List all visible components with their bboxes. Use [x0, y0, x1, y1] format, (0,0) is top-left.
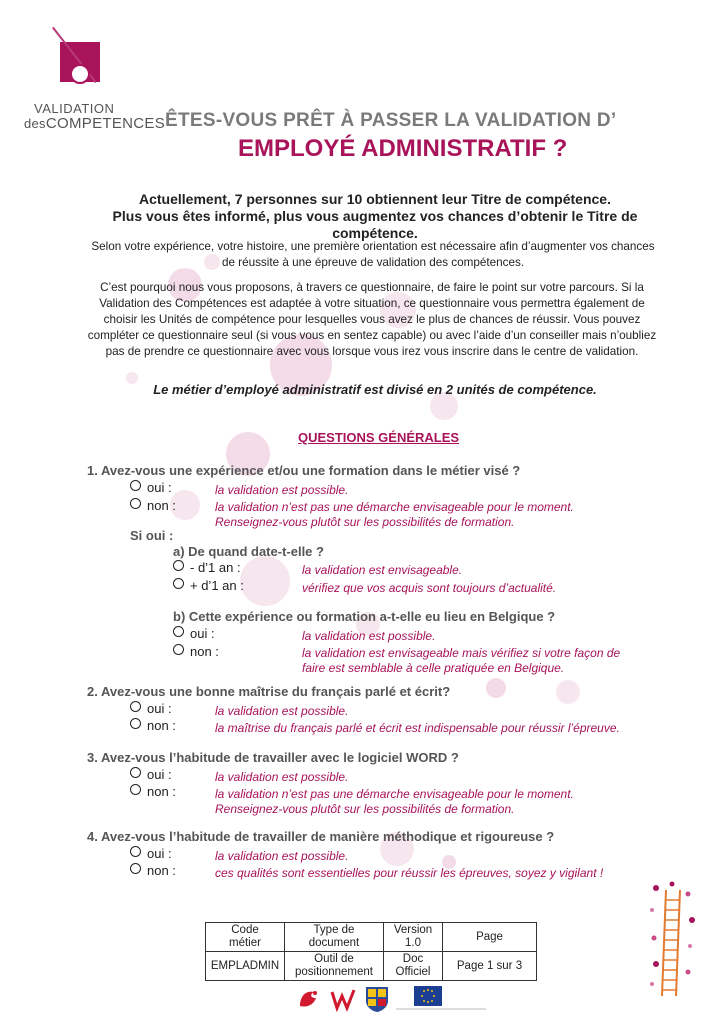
intro-paragraph-1: Selon votre expérience, votre histoire, une première orientation est nécessaire afin d’augmenter vos chances de réussite à une épreuve de validation des compétences. — [91, 240, 655, 269]
footer-cell: Outil de positionnement — [285, 952, 384, 981]
intro-paragraph-2: C’est pourquoi nous vous proposons, à travers ce questionnaire, de faire le point sur votre parcours. Si la Validation des Compétences est adaptée à votre situation, ce questionnaire vous permettra également de choisir les Unités de compétence pour lesquelles vous avez le plus de chances de réussir. Vous pouvez compléter ce questionnaire seul (si vous vous en sentez capable) ou avec l’aide d’un conseiller mais n’oubliez pas de prendre ce questionnaire avec vous lorsque vous irez vous inscrire dans le centre de validation. — [87, 281, 657, 358]
q1-non-option[interactable]: non : — [130, 498, 176, 513]
intro-lead-2: Plus vous êtes informé, plus vous augmentez vos chances d’obtenir le Titre de compétence. — [112, 208, 638, 241]
ladder-illustration-icon — [648, 880, 698, 1000]
q3-non-option[interactable]: non : — [130, 784, 176, 799]
q1b-text: b) Cette expérience ou formation a-t-elle eu lieu en Belgique ? — [173, 609, 556, 624]
question-4: 4. Avez-vous l’habitude de travailler de manière méthodique et rigoureuse ? — [87, 829, 555, 844]
q4-oui-option[interactable]: oui : — [130, 846, 172, 861]
wallonie-rooster-icon — [296, 986, 322, 1012]
question-3: 3. Avez-vous l’habitude de travailler avec le logiciel WORD ? — [87, 750, 459, 765]
footer-table — [205, 922, 537, 981]
radio-icon[interactable] — [173, 644, 184, 655]
q1-si-oui: Si oui : — [130, 528, 174, 543]
q1a-text: a) De quand date-t-elle ? — [173, 544, 324, 559]
radio-icon[interactable] — [130, 784, 141, 795]
footer-cell: Type de document — [285, 923, 384, 952]
q1b-non-option[interactable]: non : — [173, 644, 219, 659]
q1-non-answer-2: Renseignez-vous plutôt sur les possibilités de formation. — [215, 515, 515, 529]
q1-oui-answer: la validation est possible. — [215, 483, 349, 497]
footer-cell: Code métier — [206, 923, 285, 952]
eu-caption-line — [396, 1008, 486, 1010]
q3-oui-answer: la validation est possible. — [215, 770, 349, 784]
decor-bubble — [486, 678, 506, 698]
radio-icon[interactable] — [173, 578, 184, 589]
w-logo-icon — [330, 986, 356, 1012]
question-2: 2. Avez-vous une bonne maîtrise du français parlé et écrit? — [87, 684, 451, 699]
coat-of-arms-icon — [364, 985, 390, 1013]
radio-icon[interactable] — [130, 846, 141, 857]
q2-non-option[interactable]: non : — [130, 718, 176, 733]
logo-validation-icon — [70, 64, 90, 84]
radio-icon[interactable] — [130, 701, 141, 712]
radio-icon[interactable] — [173, 626, 184, 637]
q1a-option-1[interactable]: - d’1 an : — [173, 560, 241, 575]
radio-icon[interactable] — [173, 560, 184, 571]
section-title: QUESTIONS GÉNÉRALES — [298, 430, 460, 445]
decor-bubble — [240, 556, 290, 606]
footer-cell: Page 1 sur 3 — [443, 952, 537, 981]
q3-non-answer-1: la validation n’est pas une démarche envisageable pour le moment. — [215, 787, 574, 801]
q1a-answer-1: la validation est envisageable. — [302, 563, 463, 577]
q1a-answer-2: vérifiez que vos acquis sont toujours d’actualité. — [302, 581, 557, 595]
radio-icon[interactable] — [130, 863, 141, 874]
q4-oui-answer: la validation est possible. — [215, 849, 349, 863]
footer-cell: Version 1.0 — [384, 923, 443, 952]
q4-non-answer: ces qualités sont essentielles pour réussir les épreuves, soyez y vigilant ! — [215, 866, 604, 880]
q1a-option-2[interactable]: + d’1 an : — [173, 578, 244, 593]
radio-icon[interactable] — [130, 767, 141, 778]
q2-non-answer: la maîtrise du français parlé et écrit est indispensable pour réussir l’épreuve. — [215, 721, 620, 735]
eu-flag-icon — [414, 986, 442, 1006]
q1-oui-option[interactable]: oui : — [130, 480, 172, 495]
q1-non-answer-1: la validation n’est pas une démarche envisageable pour le moment. — [215, 500, 574, 514]
q3-non-answer-2: Renseignez-vous plutôt sur les possibilités de formation. — [215, 802, 515, 816]
page-title-line1: ÊTES-VOUS PRÊT À PASSER LA VALIDATION D’ — [165, 110, 617, 131]
radio-icon[interactable] — [130, 498, 141, 509]
radio-icon[interactable] — [130, 480, 141, 491]
logo-text-line2: desCOMPETENCES — [24, 115, 166, 132]
radio-icon[interactable] — [130, 718, 141, 729]
decor-bubble — [556, 680, 580, 704]
q2-oui-answer: la validation est possible. — [215, 704, 349, 718]
intro-italic-note: Le métier d’employé administratif est divisé en 2 unités de compétence. — [153, 382, 597, 397]
q1b-oui-answer: la validation est possible. — [302, 629, 436, 643]
intro-lead-1: Actuellement, 7 personnes sur 10 obtiennent leur Titre de compétence. — [139, 191, 611, 207]
q2-oui-option[interactable]: oui : — [130, 701, 172, 716]
q4-non-option[interactable]: non : — [130, 863, 176, 878]
q1b-oui-option[interactable]: oui : — [173, 626, 215, 641]
q1b-non-answer-2: faire est semblable à celle pratiquée en Belgique. — [302, 661, 565, 675]
q3-oui-option[interactable]: oui : — [130, 767, 172, 782]
footer-cell: Doc Officiel — [384, 952, 443, 981]
q1b-non-answer-1: la validation est envisageable mais vérifiez si votre façon de — [302, 646, 621, 660]
footer-cell: Page — [443, 923, 537, 952]
footer-cell: EMPLADMIN — [206, 952, 285, 981]
logo-text-line1: VALIDATION — [34, 101, 115, 116]
page-title-line2: EMPLOYÉ ADMINISTRATIF ? — [238, 135, 568, 162]
question-1: 1. Avez-vous une expérience et/ou une formation dans le métier visé ? — [87, 463, 521, 478]
